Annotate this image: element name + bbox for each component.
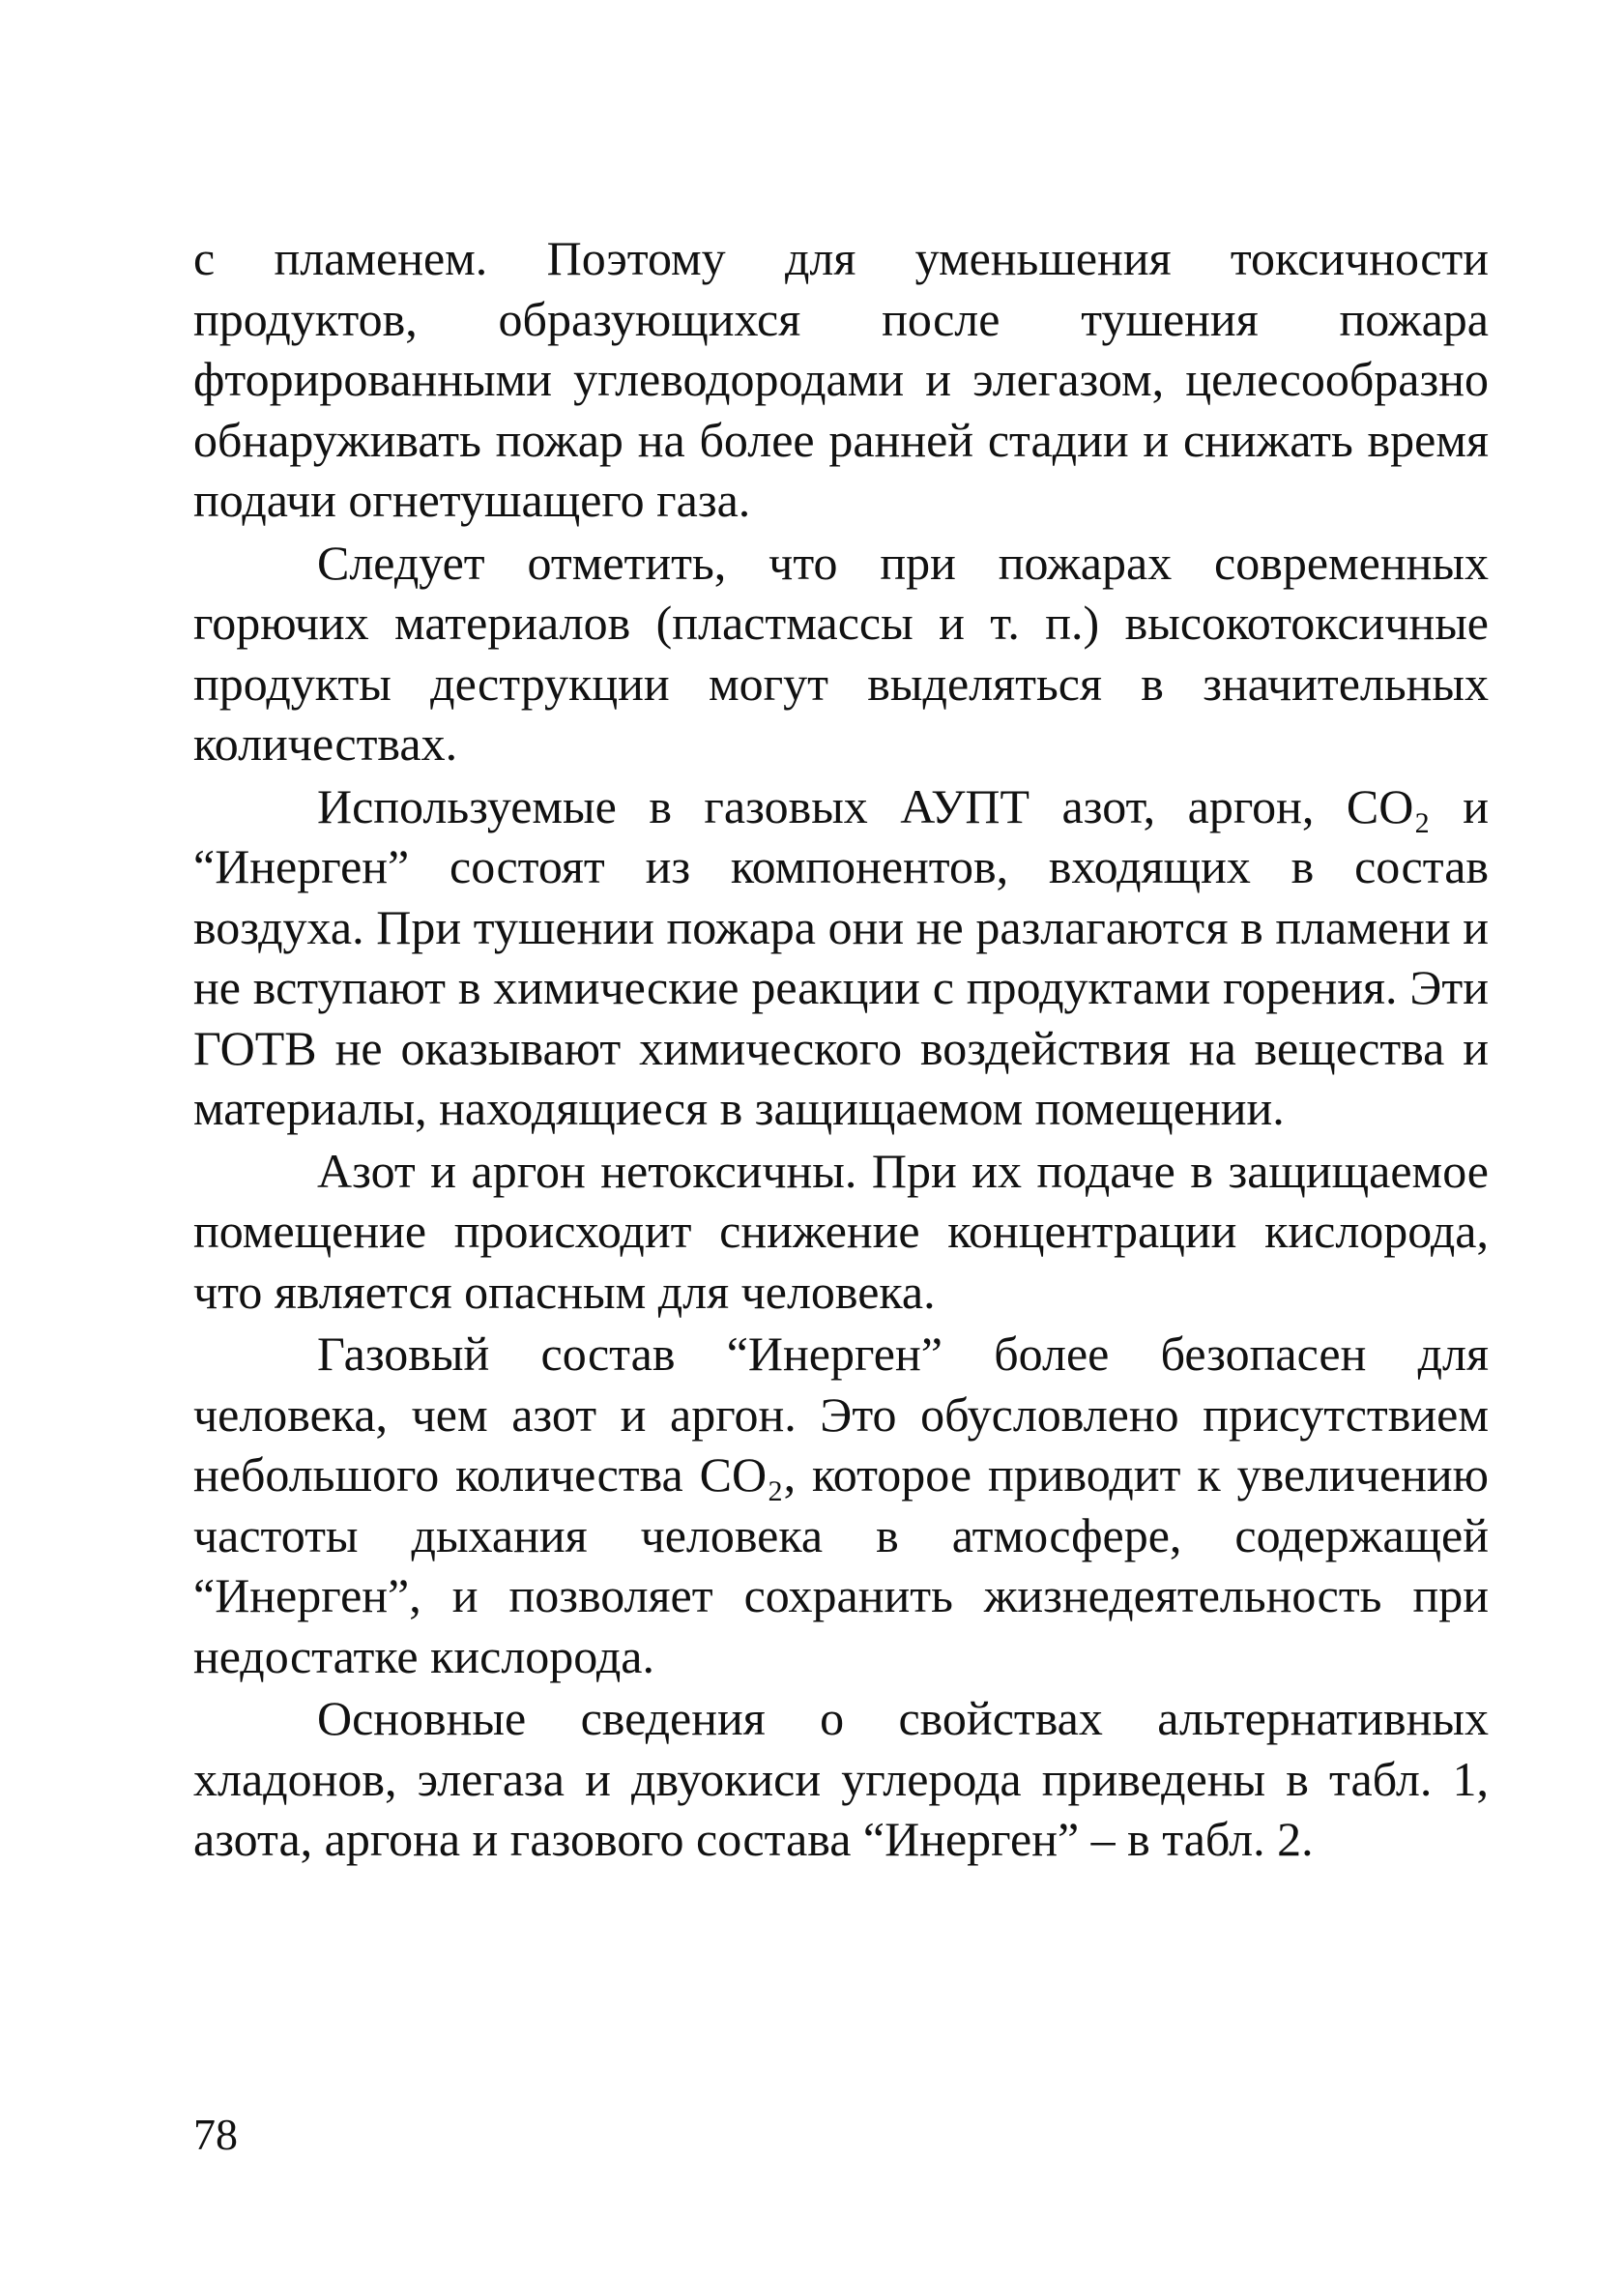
paragraph-1: с пламенем. Поэтому для уменьшения токсичности продуктов, образующихся после тушения пожара фторированными углеводородами и элегазом, целесообразно обнаруживать пожар на более ранней стадии и снижать время подачи огнетушащего газа.: [193, 231, 1489, 527]
paragraph-5: Газовый состав “Инерген” более безопасен для человека, чем азот и аргон. Это обусловлено присутствием небольшого количества CO₂, которое приводит к увеличению частоты дыхания человека в атмосфере, содержащей “Инерген”, и позволяет сохранить жизнедеятельность при недостатке кислорода.: [193, 1327, 1489, 1683]
page-number: 78: [193, 2110, 238, 2159]
body-text: [193, 228, 1489, 1872]
paragraph-6: Основные сведения о свойствах альтернативных хладонов, элегаза и двуокиси углерода приведены в табл. 1, азота, аргона и газового состава “Инерген” – в табл. 2.: [193, 1691, 1489, 1866]
paragraph-3: Используемые в газовых АУПТ азот, аргон, CO₂ и “Инерген” состоят из компонентов, входящих в состав воздуха. При тушении пожара они не разлагаются в пламени и не вступают в химические реакции с продуктами горения. Эти ГОТВ не оказывают химического воздействия на вещества и материалы, находящиеся в защищаемом помещении.: [193, 778, 1489, 1135]
paragraph-2: Следует отметить, что при пожарах современных горючих материалов (пластмассы и т. п.) высокотоксичные продукты деструкции могут выделяться в значительных количествах.: [193, 535, 1489, 771]
paragraph-4: Азот и аргон нетоксичны. При их подаче в защищаемое помещение происходит снижение концентрации кислорода, что является опасным для человека.: [193, 1143, 1489, 1319]
